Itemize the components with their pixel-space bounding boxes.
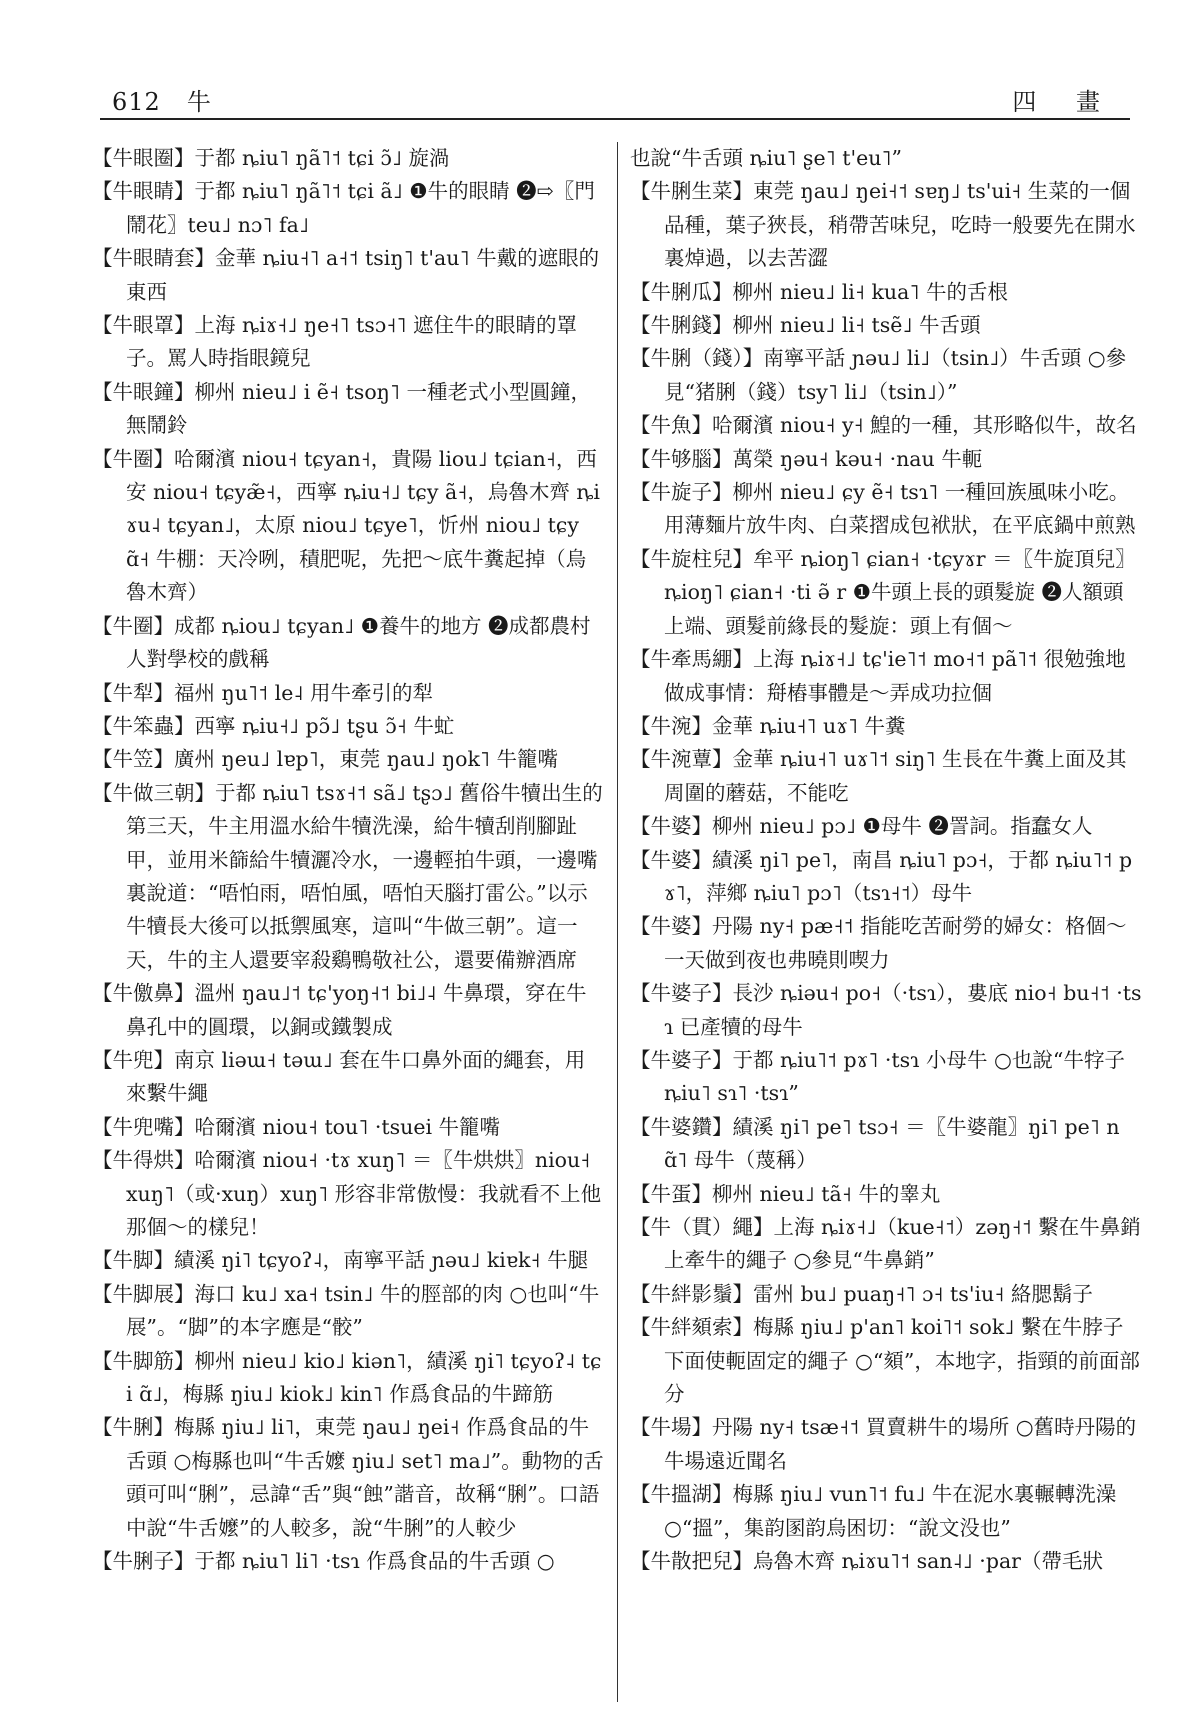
dictionary-entry: 【牛場】丹陽 ny˧ tsæ˧˦ 買賣耕牛的場所 ○舊時丹陽的牛場遠近聞名 [630, 1415, 1137, 1473]
dictionary-entry: 也說“牛舌頭 ȵiu˥ ʂe˥ t'eu˥” [630, 146, 903, 170]
dictionary-entry: 【牛眼圈】于都 ȵiu˥ ŋã˥˦ tɕi ɔ̃˩ 旋渦 [92, 146, 450, 170]
dictionary-entry: 【牛犁】福州 ŋu˥˦ le˨ 用牛牽引的犁 [92, 680, 433, 705]
dictionary-entry: 【牛（貫）繩】上海 ȵiɤ˧˩（kue˧˦）zəŋ˧˦ 繫在牛鼻銷上牽牛的繩子 ○參見“牛鼻銷” [630, 1215, 1141, 1273]
dictionary-entry: 【牛眼睛】于都 ȵiu˥ ŋã˥˦ tɕi ã˩ ❶牛的眼睛 ❷⇨〖門鬧花〗teu˩ nɔ˥ fa˩ [92, 179, 595, 237]
dictionary-entry: 【牛够腦】萬榮 ŋəu˧ kəu˧ ·nau 牛軛 [630, 446, 983, 471]
dictionary-entry: 【牛脷生菜】東莞 ŋau˩ ŋei˧˦ sɐŋ˩ ts'ui˧ 生菜的一個品種，葉子狹長，稍帶苦味兒，吃時一般要先在開水裏焯過，以去苦澀 [630, 179, 1136, 271]
column-divider [617, 142, 618, 1702]
page-header [100, 78, 1130, 120]
dictionary-entry: 【牛絆影鬚】雷州 bu˩ puaŋ˧˥ ɔ˧ ts'iu˧ 絡腮鬍子 [630, 1281, 1093, 1306]
dictionary-entry: 【牛婆子】長沙 ȵiəu˧ po˧（·tsɿ），婁底 nio˧ bu˧˦ ·tsɿ 已產犢的母牛 [630, 981, 1142, 1039]
dictionary-entry: 【牛笨蟲】西寧 ȵiu˧˩ pɔ̃˩ tʂu ɔ̃˧ 牛虻 [92, 713, 455, 738]
dictionary-entry: 【牛脷（錢）】南寧平話 ɲəu˩ li˩（tsin˩）牛舌頭 ○參見“猪脷（錢）tsy˥ li˩（tsin˩）” [630, 346, 1127, 404]
left-column [92, 142, 604, 1578]
dictionary-entry: 【牛眼鐘】柳州 nieu˩ i ẽ˧ tsoŋ˥ 一種老式小型圓鐘，無鬧鈴 [92, 379, 591, 438]
section-title: 四 畫 [1012, 88, 1116, 116]
dictionary-entry: 【牛散把兒】烏魯木齊 ȵiɤu˥˦ san˨˩ ·par（帶毛狀 [630, 1549, 1103, 1574]
dictionary-entry: 【牛蛋】柳州 nieu˩ tã˧ 牛的睾丸 [630, 1181, 941, 1206]
dictionary-entry: 【牛儌鼻】溫州 ŋau˩˦ tɕ'yoŋ˧˦ bi˩˨ 牛鼻環，穿在牛鼻孔中的圓環，以銅或鐵製成 [92, 981, 587, 1039]
dictionary-entry: 【牛搵湖】梅縣 ŋiu˩ vun˥˦ fu˩ 牛在泥水裏輾轉洗澡 ○“搵”，集韵圂韵烏困切：“說文没也” [630, 1482, 1117, 1540]
dictionary-entry: 【牛脷】梅縣 ŋiu˩ li˥，東莞 ŋau˩ ŋei˧ 作爲食品的牛舌頭 ○梅縣也叫“牛舌嬤 ŋiu˩ set˥ ma˩”。動物的舌頭可叫“脷”，忌諱“舌”與“蝕”諧音，故稱“脷”。口語中說“牛舌嬤”的人較多，說“牛脷”的人較少 [92, 1415, 604, 1540]
dictionary-entry: 【牛圈】成都 ȵiou˩ tɕyan˩ ❶養牛的地方 ❷成都農村人對學校的戲稱 [92, 613, 591, 672]
dictionary-entry: 【牛圈】哈爾濱 niou˧ tɕyan˧，貴陽 liou˩ tɕian˧，西安 niou˧ tɕyæ̃˧，西寧 ȵiu˧˩ tɕy ã˧，烏魯木齊 ȵiɤu˨ tɕyan˩，太原 niou˩ tɕye˥，忻州 niou˩ tɕy ɑ̃˧ 牛棚：天冷咧，積肥呢，先把～底牛糞起掉（烏魯木齊） [92, 446, 600, 605]
dictionary-entry: 【牛牽馬綳】上海 ȵiɤ˧˩ tɕ'ie˥˦ mo˧˦ pã˥˦ 很勉強地做成事情：搿樁事體是～弄成功拉個 [630, 647, 1126, 705]
dictionary-entry: 【牛脚】績溪 ŋi˥ tɕyoʔ˨，南寧平話 ɲəu˩ kiɐk˧ 牛腿 [92, 1248, 589, 1273]
dictionary-entry: 【牛脷瓜】柳州 nieu˩ li˧ kua˥ 牛的舌根 [630, 279, 1008, 304]
dictionary-entry: 【牛婆】丹陽 ny˧ pæ˧˦ 指能吃苦耐勞的婦女：格個～一天做到夜也弗曉則喫力 [630, 914, 1127, 972]
dictionary-entry: 【牛脷錢】柳州 nieu˩ li˧ tsẽ˩ 牛舌頭 [630, 313, 981, 338]
right-column [630, 142, 1142, 1578]
dictionary-entry: 【牛眼睛套】金華 ȵiu˧˥ a˧˦ tsiŋ˥ t'au˥ 牛戴的遮眼的東西 [92, 246, 600, 304]
dictionary-entry: 【牛兜嘴】哈爾濱 niou˧ tou˥ ·tsuei 牛籠嘴 [92, 1114, 501, 1139]
dictionary-entry: 【牛涴】金華 ȵiu˧˥ uɤ˥ 牛糞 [630, 713, 906, 738]
dictionary-entry: 【牛脚展】海口 ku˩ xa˧ tsin˩ 牛的脛部的肉 ○也叫“牛展”。“脚”的本字應是“骹” [92, 1281, 600, 1340]
dictionary-entry: 【牛笠】廣州 ŋeu˩ lɐp˥，東莞 ŋau˩ ŋok˥ 牛籠嘴 [92, 747, 559, 772]
header-left [112, 82, 238, 117]
dictionary-entry: 【牛得烘】哈爾濱 niou˧ ·tɤ xuŋ˥ ＝〖牛烘烘〗niou˧ xuŋ˥（或·xuŋ）xuŋ˥ 形容非常傲慢：我就看不上他那個～的樣兒！ [92, 1148, 602, 1239]
dictionary-entry: 【牛眼罩】上海 ȵiɤ˧˩ ŋe˧˥ tsɔ˧˥ 遮住牛的眼睛的罩子。罵人時指眼鏡兒 [92, 313, 577, 371]
dictionary-entry: 【牛婆子】于都 ȵiu˥˦ pɤ˥ ·tsɿ 小母牛 ○也說“牛牸子 ȵiu˥ sɿ˥ ·tsɿ” [630, 1047, 1125, 1106]
dictionary-entry: 【牛旋柱兒】牟平 ȵioŋ˥ ɕian˧ ·tɕyɤr ＝〖牛旋頂兒〗ȵioŋ˥ ɕian˧ ·ti ə̃ r ❶牛頭上長的頭髮旋 ❷人額頭上端、頭髮前緣長的髮旋：頭上有個～ [630, 546, 1136, 638]
dictionary-entry: 【牛涴蕈】金華 ȵiu˧˥ uɤ˥˦ siŋ˥ 生長在牛糞上面及其周圍的蘑菇，不能吃 [630, 747, 1127, 805]
dictionary-entry: 【牛脷子】于都 ȵiu˥ li˥ ·tsɿ 作爲食品的牛舌頭 ○ [92, 1549, 555, 1574]
page-number: 612 [112, 88, 161, 116]
dictionary-entry: 【牛脚筋】柳州 nieu˩ kio˩ kiən˥，績溪 ŋi˥ tɕyoʔ˨ tɕi ɑ̃˩，梅縣 ŋiu˩ kiok˩ kin˥ 作爲食品的牛蹄筋 [92, 1348, 602, 1407]
dictionary-entry: 【牛絆頦索】梅縣 ŋiu˩ p'an˥ koi˥˦ sok˩ 繫在牛脖子下面使軛固定的繩子 ○“頦”，本地字，指頸的前面部分 [630, 1315, 1140, 1407]
dictionary-entry: 【牛魚】哈爾濱 niou˧ y˧ 鰉的一種，其形略似牛，故名 [630, 413, 1137, 438]
dictionary-entry: 【牛婆】柳州 nieu˩ pɔ˩ ❶母牛 ❷詈詞。指蠢女人 [630, 814, 1093, 839]
running-headword: 牛 [186, 88, 212, 116]
dictionary-entry: 【牛兜】南京 liəɯ˧ təɯ˩ 套在牛口鼻外面的繩套，用來繫牛繩 [92, 1047, 586, 1106]
dictionary-entry: 【牛婆鑽】績溪 ŋi˥ pe˥ tsɔ˧ ＝〖牛婆龍〗ŋi˥ pe˥ n ɑ̃˥ 母牛（蔑稱） [630, 1114, 1120, 1173]
dictionary-entry: 【牛做三朝】于都 ȵiu˥ tsɤ˧˦ sã˩ tʂɔ˩ 舊俗牛犢出生的第三天，牛主用溫水給牛犢洗澡，給牛犢刮削腳趾甲，並用米篩給牛犢灑冷水，一邊輕拍牛頭，一邊嘴裏說道：“唔怕雨，唔怕風，唔怕天腦打雷公。”以示牛犢長大後可以抵禦風寒，這叫“牛做三朝”。這一天，牛的主人還要宰殺鷄鴨敬社公，還要備辦酒席 [92, 780, 603, 972]
dictionary-entry: 【牛婆】績溪 ŋi˥ pe˥，南昌 ȵiu˥ pɔ˧，于都 ȵiu˥˦ pɤ˥，萍鄉 ȵiu˥ pɔ˥（tsɿ˧˦）母牛 [630, 847, 1133, 905]
dictionary-entry: 【牛旋子】柳州 nieu˩ ɕy ẽ˧ tsɿ˥ 一種回族風味小吃。用薄麵片放牛肉、白菜摺成包袱狀，在平底鍋中煎熟 [630, 480, 1136, 538]
